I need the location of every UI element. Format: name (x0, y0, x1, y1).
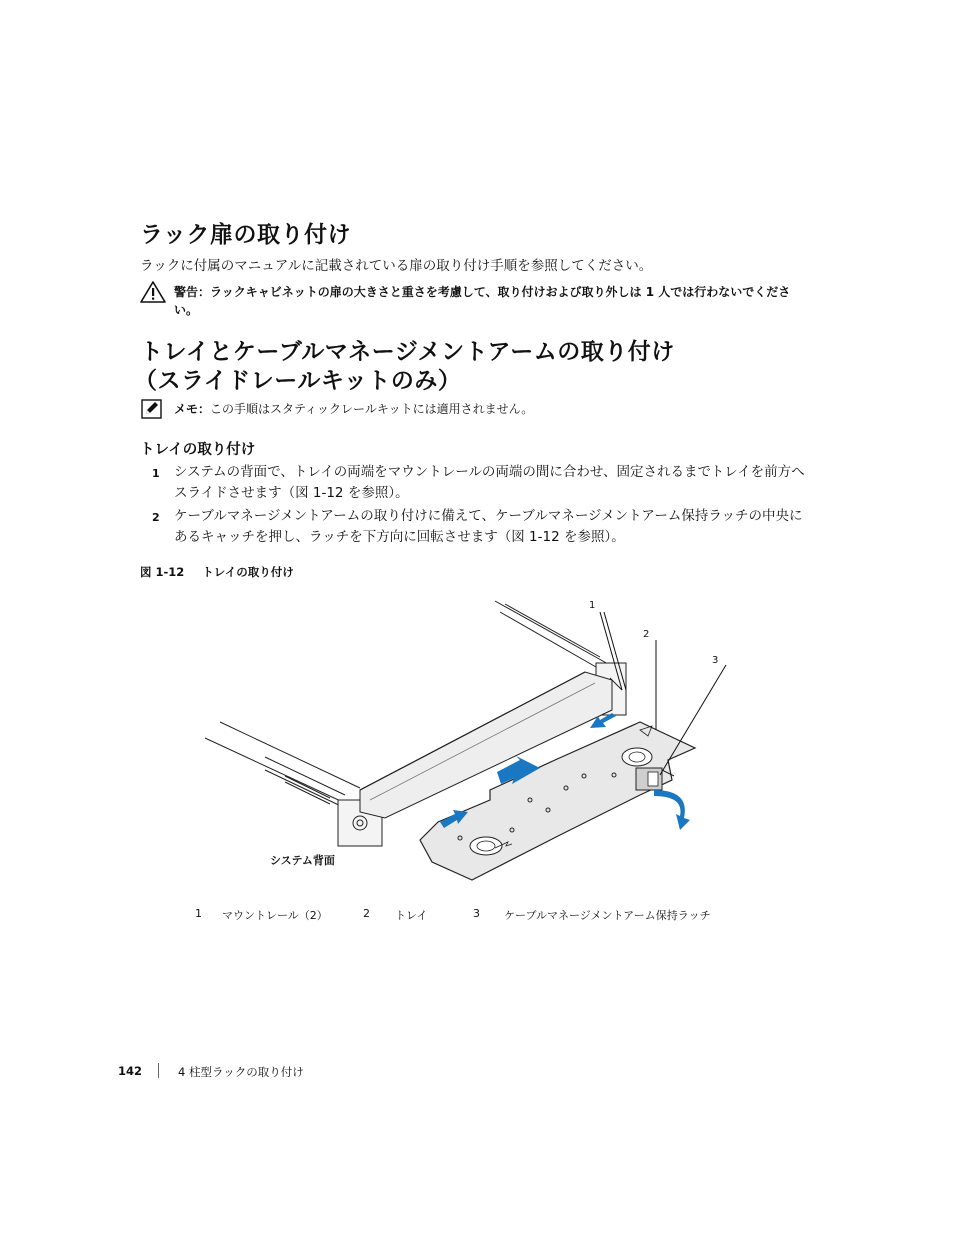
section-title-tray-cma-line2: （スライドレールキットのみ） (134, 368, 462, 394)
warning-label: 警告： (174, 285, 211, 299)
page-footer (118, 1064, 418, 1078)
page-number: 142 (118, 1064, 143, 1078)
figure-caption (140, 564, 294, 580)
note-pencil-icon (141, 399, 163, 419)
footer-separator (158, 1063, 159, 1078)
warning-triangle-icon (140, 281, 166, 303)
figure-image-label: システム背面 (270, 854, 335, 867)
note-body: この手順はスタティックレールキットには適用されません。 (210, 402, 534, 416)
legend-number: 3 (473, 907, 480, 920)
note-text (174, 400, 533, 418)
figure-title: トレイの取り付け (202, 565, 294, 579)
legend-label: マウントレール（2） (222, 909, 328, 922)
legend-number: 2 (363, 907, 370, 920)
legend-number: 1 (195, 907, 202, 920)
step-text: ケーブルマネージメントアームの取り付けに備えて、ケーブルマネージメントアーム保持ラッチの中央にあるキャッチを押し、ラッチを下方向に回転させます（図 1-12 を参照）。 (174, 508, 803, 545)
callout-number: 3 (712, 655, 719, 666)
subsection-title: トレイの取り付け (140, 442, 256, 458)
latch-rotate-arrow-icon (654, 790, 690, 830)
step-number: 2 (152, 511, 160, 524)
callout-number: 1 (589, 600, 596, 611)
warning-text (174, 283, 814, 319)
callout-number: 2 (643, 629, 650, 640)
warning-body: ラックキャビネットの扉の大きさと重さを考慮して、取り付けおよび取り外しは 1 人では行わないでください。 (174, 285, 791, 317)
step-text: システムの背面で、トレイの両端をマウントレールの両端の間に合わせ、固定されるまでトレイを前方へスライドさせます（図 1-12 を参照）。 (174, 464, 805, 501)
tray-installation-illustration (195, 595, 755, 895)
figure-number: 図 1-12 (140, 565, 185, 579)
legend-label: トレイ (395, 909, 428, 922)
section-title-rack-door: ラック扉の取り付け (140, 222, 352, 248)
section-title-tray-cma-line1: トレイとケーブルマネージメントアームの取り付け (140, 339, 675, 365)
note-label: メモ： (174, 402, 211, 416)
legend-label: ケーブルマネージメントアーム保持ラッチ (504, 909, 711, 922)
near-mount-rail (205, 722, 382, 846)
footer-chapter: 4 柱型ラックの取り付け (178, 1065, 304, 1079)
step-number: 1 (152, 467, 160, 480)
section-body-rack-door: ラックに付属のマニュアルに記載されている扉の取り付け手順を参照してください。 (140, 258, 653, 274)
